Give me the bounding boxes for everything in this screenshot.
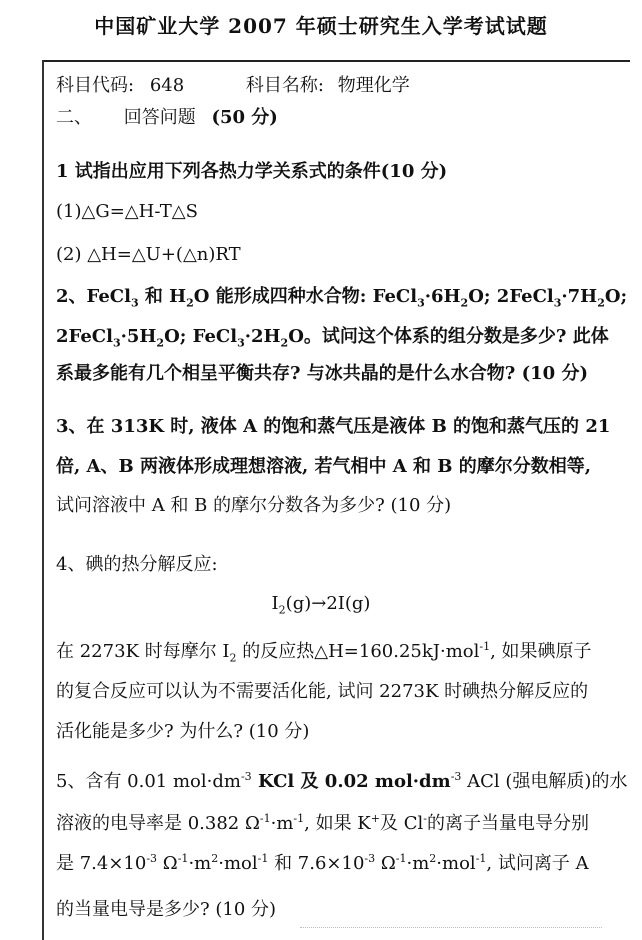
q4-line-4: 活化能是多少? 为什么? (10 分) (56, 721, 310, 742)
section-title: 回答问题 (123, 107, 196, 128)
header-rule (42, 60, 630, 62)
q3-line-3: 试问溶液中 A 和 B 的摩尔分数各为多少? (10 分) (56, 495, 452, 516)
subject-code-value: 648 (149, 75, 185, 96)
q3-line-1: 3、在 313K 时, 液体 A 的饱和蒸气压是液体 B 的饱和蒸气压的 21 (56, 416, 611, 437)
page-footer-edge (300, 927, 602, 938)
section-heading (56, 106, 626, 130)
subject-name-label: 科目名称: (245, 75, 324, 96)
q4-line-3: 的复合反应可以认为不需要活化能, 试问 2273K 时碘热分解反应的 (56, 681, 589, 702)
left-margin-line (42, 60, 44, 940)
q4-line-1: 4、碘的热分解反应: (56, 554, 218, 575)
section-points: (50 分) (211, 107, 278, 128)
subject-meta (56, 74, 626, 98)
q2-line-2: $2FeCl_3\cdot 5H_2O$; $FeCl_3\cdot 2H_2O$。试问这个体系的组分数是多少? 此体 (56, 326, 609, 350)
exam-title: 中国矿业大学 2007 年硕士研究生入学考试试题 (94, 14, 548, 38)
q5-line-2: 溶液的电导率是 0.382 $\Omega^{-1}\cdot m^{-1}$, 如果 K+及 Cl-的离子当量电导分别 (56, 812, 589, 834)
section-number: 二、 (56, 107, 92, 128)
q5-line-3: 是 $7.4\times 10^{-3}$ $\Omega^{-1}\cdot m^2\cdot mol^{-1}$ 和 $7.6\times 10^{-3}$ $\Omega^{-1}\cdot m^2\cdot mol^{-1}$, 试问离子 A (56, 852, 589, 874)
q2-line-3: 系最多能有几个相呈平衡共存? 与冰共晶的是什么水合物? (10 分) (56, 363, 588, 384)
subject-name-value: 物理化学 (337, 75, 410, 96)
q3-line-2: 倍, A、B 两液体形成理想溶液, 若气相中 A 和 B 的摩尔分数相等, (56, 456, 592, 477)
q1-prompt: 1 试指出应用下列各热力学关系式的条件(10 分) (56, 161, 448, 182)
q1-equation-1: (1)△G=△H-T△S (56, 201, 198, 222)
q5-line-1: 5、含有 0.01 $mol\cdot dm^{-3}$ KCl 及 0.02 $mol\cdot dm^{-3}$ ACl (强电解质)的水 (56, 770, 628, 792)
q4-line-2: 在 2273K 时每摩尔 $I_2$ 的反应热△H=160.25kJ·mol$^{-1}$, 如果碘原子 (56, 640, 592, 665)
subject-code-label: 科目代码: (56, 75, 135, 96)
q2-line-1: 2、FeCl$_3$ 和 $H_2O$ 能形成四种水合物: $FeCl_3\cdot 6H_2O$; $2FeCl_3\cdot 7H_2O$; (56, 286, 628, 310)
q5-line-4: 的当量电导是多少? (10 分) (56, 899, 277, 920)
q4-reaction-equation: $I_2(g)\to 2I(g)$ (271, 593, 371, 617)
q1-equation-2: (2) △H=△U+(△n)RT (56, 244, 241, 265)
